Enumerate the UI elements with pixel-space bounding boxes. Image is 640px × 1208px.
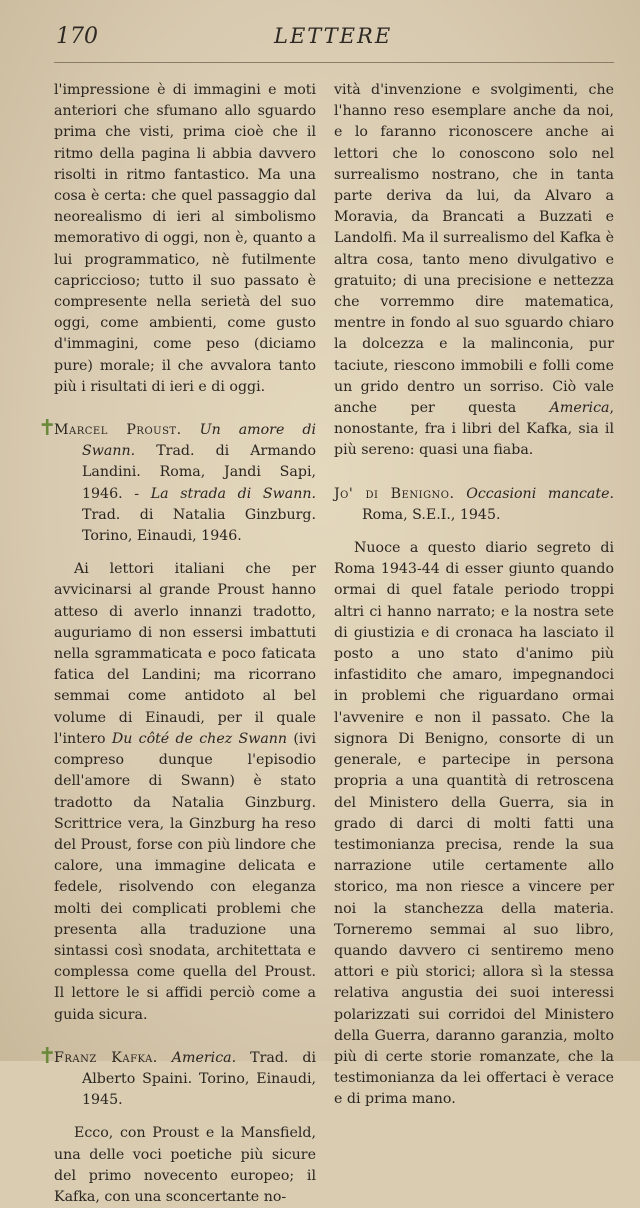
review-benigno: Nuoce a questo diario segreto di Roma 1943-44 di esser giunto quando ormai di quel fatale periodo troppi altri ci hanno narrato; e la nostra sete di giustizia e di cronaca ha lasciato il posto a uno stato d'animo più infastidito che amaro, impegnandoci in problemi che riguardano ormai l'avvenire e non il passato. Che la signora Di Benigno, consorte di un generale, e partecipe in persona propria a una quantità di retroscena del Ministero della Guerra, sia in grado di darci di molti fatti una testimonianza precisa, rende la sua narrazione utile certamente allo storico, ma non riesce a vincere per noi la stanchezza della materia. Torneremo semmai al suo libro, quando davvero ci sentiremo meno attori e più storici; allora sì la stessa relativa angustia dei suoi interessi polarizzati sui corridoi del Ministero della Guerra, daranno garanzia, molto più di certe storie romanzate, che la testimonianza da lei offertaci è verace e di prima mano. bbox=[334, 540, 614, 1108]
review-kafka-continued bbox=[334, 80, 614, 462]
entry-title: Occasioni mancate. bbox=[466, 485, 614, 502]
entry-details-2: Trad. di Natalia Ginzburg. Torino, Einaudi, 1946. bbox=[82, 506, 316, 545]
running-title: LETTERE bbox=[274, 24, 393, 48]
entry-author: Jo' di Benigno. bbox=[334, 485, 455, 502]
book-entry-benigno bbox=[334, 484, 614, 526]
entry-author: Marcel Proust. bbox=[54, 422, 182, 439]
review-text: , nonostante, fra i libri del Kafka, sia il più sereno: quasi una fiaba. bbox=[334, 400, 614, 459]
review-kafka-start: Ecco, con Proust e la Mansfield, una delle voci poetiche più sicure del primo novecento europeo; il Kafka, con una sconcertante no- bbox=[54, 1125, 316, 1205]
intro-paragraph: l'impressione è di immagini e moti anteriori che sfumano allo sguardo prima che visti, prima cioè che il ritmo della pagina li abbia davvero risolti in ritmo fantastico. Ma una cosa è certa: che quel passaggio dal neorealismo di ieri al simbolismo memorativo di oggi, non è, quanto a lui programmatico, nè futilmente capriccioso; tutto il suo passato è compresente nella serietà del suo oggi, come ambienti, come gusto d'immagini, come peso (diciamo pure) morale; il che avvalora tanto più i risultati di ieri e di oggi. bbox=[54, 82, 316, 395]
entry-details: Roma, S.E.I., 1945. bbox=[362, 506, 501, 523]
margin-mark-icon: ✝ bbox=[38, 1043, 57, 1069]
review-inline-title: Du côté de chez Swann bbox=[111, 730, 288, 747]
entry-title: America. bbox=[171, 1049, 237, 1066]
header-rule bbox=[54, 62, 614, 63]
review-inline-title: America bbox=[549, 400, 610, 417]
book-entry-proust bbox=[38, 416, 317, 547]
entry-title-2: La strada di Swann. bbox=[150, 485, 317, 502]
page-header bbox=[0, 22, 640, 62]
page-number: 170 bbox=[56, 24, 98, 49]
entry-author: Franz Kafka. bbox=[54, 1049, 158, 1066]
entry-details: Trad. di Alberto Spaini. Torino, Einaudi, 1945. bbox=[82, 1049, 316, 1109]
right-column bbox=[334, 80, 614, 1111]
review-text: vità d'invenzione e svolgimenti, che l'hanno reso esemplare anche da noi, e lo faranno riconoscere anche ai lettori che lo conoscono solo nel surrealismo nostrano, che in tanta parte deriva da lui, da Alvaro a Moravia, da Brancati a Buzzati e Landolfi. Ma il surrealismo del Kafka è altra cosa, tanto meno divulgativo e gratuito; di una precisione e nettezza che vorremmo dire matematica, mentre in fondo al suo sguardo chiaro la dolcezza e la malinconia, pur taciute, riescono immobili e folli come un grido dentro un sorriso. Ciò vale anche per questa bbox=[334, 82, 614, 417]
left-column bbox=[38, 80, 317, 1208]
entry-title: Un amore di Swann. bbox=[82, 422, 316, 460]
review-proust bbox=[54, 559, 316, 1025]
review-text: Ai lettori italiani che per avvicinarsi al grande Proust hanno atteso di averlo innanzi tradotto, auguriamo di non essersi imbattuti nella sgrammaticata e poco faticata fatica del Landini; ma ricorrano semmai come antidoto al bel volume di Einaudi, per il quale l'intero bbox=[54, 561, 316, 747]
review-text: (ivi compreso dunque l'episodio dell'amore di Swann) è stato tradotto da Natalia Ginzburg. Scrittrice vera, la Ginzburg ha reso del Proust, forse con più lindore che calore, una immagine delicata e fedele, risolvendo con eleganza molti dei complicati problemi che presenta alla traduzione una sintassi così snodata, architettata e complessa come quella del Proust. Il lettore le si affidi perciò come a guida sicura. bbox=[54, 730, 316, 1023]
entry-details: Trad. di Armando Landini. Roma, Jandi Sapi, 1946. - bbox=[82, 443, 316, 502]
book-entry-kafka bbox=[38, 1043, 316, 1112]
margin-mark-icon: ✝ bbox=[38, 416, 57, 442]
